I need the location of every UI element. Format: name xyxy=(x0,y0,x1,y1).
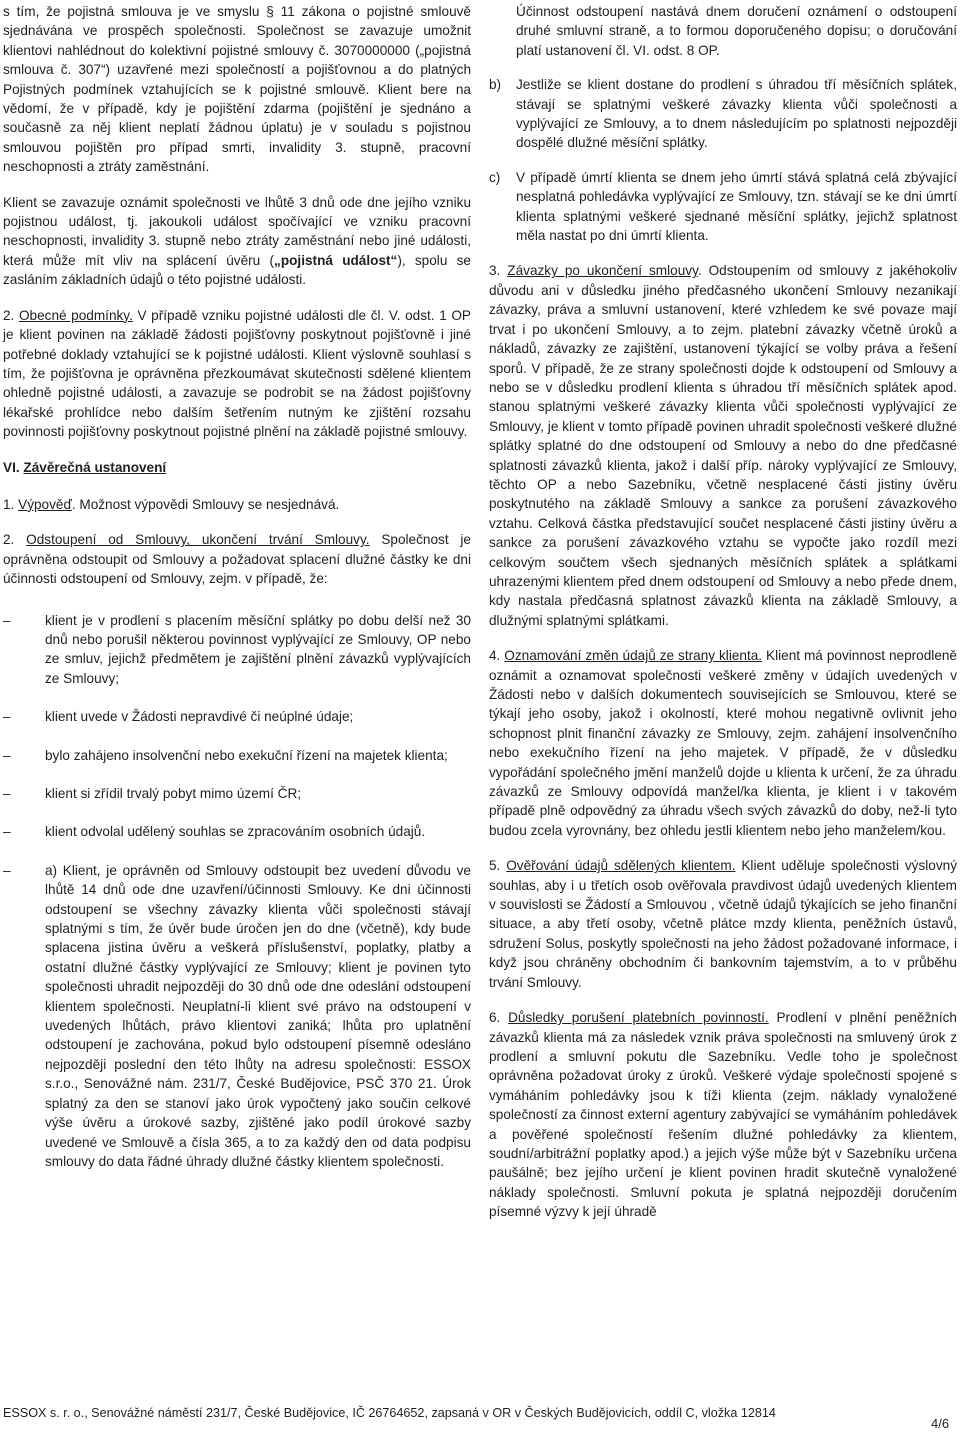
list-item: – a) Klient, je oprávněn od Smlouvy odstoupit bez uvedení důvodu ve lhůtě 14 dnů ode dne uzavření/účinnosti Smlouvy. Ke dni účinnosti odstoupení se všechny závazky klienta vůči společnosti stávají splatnými s tím, že úvěr bude úročen jen do dne (včetně), kdy bude splacena jistina úvěru a veškerá příslušenství, poplatky, platby a ostatní dlužné částky vyplývající ze Smlouvy; klient je povinen tyto společnosti uhradit nejpozději do 30 dnů ode dne odeslání odstoupení klientem společnosti. Neuplatní-li klient své právo na odstoupení v uvedených lhůtách, právo klientovi zaniká; lhůta pro uplatnění odstoupení je zachována, pokud bylo odstoupení písemně odesláno nejpozději poslední den této lhůty na adresu společnosti: ESSOX s.r.o., Senovážné nám. 231/7, České Budějovice, PSČ 370 21. Úrok splatný za den se stanoví jako úrok vypočtený jako součin celkové výše úvěru a úrokové sazby, zjištěné jako podíl úrokové sazby uvedené ve Smlouvě a čísla 365, a to za každý den od data podpisu smlouvy do data řádné úhrady dlužné částky klientem společnosti. xyxy=(3,862,471,1169)
section-title: Závěrečná ustanovení xyxy=(23,459,167,475)
dash-marker: – xyxy=(3,747,11,763)
footer-company-info: ESSOX s. r. o., Senovážné náměstí 231/7, České Budějovice, IČ 26764652, zapsaná v OR v Českých Budějovicích, oddíl C, vložka 12814 xyxy=(3,1406,776,1420)
list-item: – klient si zřídil trvalý pobyt mimo území ČR; xyxy=(3,784,471,803)
alpha-item-c: c) V případě úmrtí klienta se dnem jeho úmrtí stává splatná celá zbývající nesplatná pohledávka vyplývající ze Smlouvy, tzn. stávají se ke dni úmrtí klienta splatnými veškeré sjednané měsíční splátky, jejichž splatnost měla nastat po dni úmrtí klienta. xyxy=(489,169,957,244)
withdraw-paragraph xyxy=(3,530,471,588)
dash-marker: – xyxy=(3,786,11,801)
list-item: – klient uvede v Žádosti nepravdivé či neúplné údaje; xyxy=(3,707,471,726)
alpha-list xyxy=(489,75,957,245)
breach-paragraph xyxy=(489,1008,957,1221)
notify-text-a: Klient se zavazuje oznámit společnosti ve lhůtě 3 dnů ode dne jejího vzniku pojistnou událost, tj. jakoukoli událost spočívající ve vzniku pracovní neschopnosti, invalidity 3. stupně nebo ztráty zaměstnání nebo jiné události, která může mít vliv na splácení úvěru ( xyxy=(3,194,471,268)
dash-marker: – xyxy=(3,709,11,725)
withdraw-text: Společnost je oprávněna odstoupit od Smlouvy a požadovat splacení dlužné částky ke dni účinnosti odstoupení od Smlouvy, zejm. v případě, že: xyxy=(3,532,471,587)
section-heading xyxy=(3,458,471,477)
breach-num: 6. xyxy=(489,1010,509,1026)
obligations-text: . Odstoupením od smlouvy z jakéhokoliv důvodu ani v důsledku jiného předčasného ukončení Smlouvy nezanikají závazky, práva a smluvní ustanovení, které vzhledem ke své povaze mají trvat i po ukončení Smlouvy, a to zejm. platební závazky včetně úroků a nákladů, závazky ze zajištění, ustanovení týkající se volby práva a řešení sporů. V případě, že ze strany společnosti dojde k odstoupení od Smlouvy a nebo se v důsledku prodlení klienta s úhradou tří měsíčních splátek apod. stanou splatnými veškeré závazky klienta vůči společnosti vyplývající ze Smlouvy, je klient v tomto případě povinen uhradit společnosti veškeré dlužné splátky splatné do dne odstoupení od Smlouvy a nebo do dne předčasné splatnosti závazků klienta, jakož i další příp. nároky vyplývající ze Smlouvy, těchto OP a nebo Sazebníku, včetně nesplacené části jistiny úvěru poskytnutého na základě Smlouvy a sankce za porušení závazkového vztahu. Celková částka představující součet nesplacené části jistiny úvěru a sankce za porušení závazkového vztahu se vypočte jako rozdíl mezi celkovým součtem všech sjednaných měsíčních splátek a splátkami uhrazenými klientem před dnem odstoupení od Smlouvy a nebo přede dnem, kdy nastala předčasná splatnost závazků klienta na základě Smlouvy, a dlužnými splatnými splátkami. xyxy=(489,263,957,628)
notice-num: 1. xyxy=(3,496,19,512)
general-conditions-paragraph xyxy=(3,306,471,442)
verify-text: Klient uděluje společnosti výslovný souhlas, aby i u třetích osob ověřovala pravdivost údajů uvedených klientem v souvislosti se Žádostí a Smlouvou , včetně údajů týkajících se jeho finanční situace, a aby třetí osoby, včetně plátce mzdy klienta, peněžních ústavů, sdružení Solus, poskytly společnosti na jeho žádost požadované informace, i když jsou chráněny obchodním či bankovním tajemstvím, a to v průběhu trvání Smlouvy. xyxy=(489,858,957,990)
general-heading: Obecné podmínky. xyxy=(18,307,133,323)
changes-num: 4. xyxy=(489,648,505,664)
breach-text: Prodlení v plnění peněžních závazků klienta má za následek vznik práva společnosti na smluvený úrok z prodlení a smluvní pokutu dle Sazebníku. Vedle toho je společnost oprávněna požadovat úroky z úroků. Veškeré výdaje společnosti spojené s vymáháním pohledávky jsou k tíži klienta (zejm. náklady vynaložené společností za činnost externí agentury zabývající se vymáháním pohledávek a pověřené společností řešením dlužné pohledávky za klientem, soudní/arbitrážní poplatky apod.) a jejich výše může být v Sazebníku určena paušálně; bez jejího určení je klient povinen hradit skutečně vynaložené náklady společnosti. Smluvní pokuta je splatná nejpozději doručením písemné výzvy k její úhradě xyxy=(489,1010,957,1220)
verify-paragraph xyxy=(489,856,957,992)
obligations-paragraph xyxy=(489,261,957,630)
list-item: – bylo zahájeno insolvenční nebo exekuční řízení na majetek klienta; xyxy=(3,746,471,765)
breach-heading: Důsledky porušení platebních povinností. xyxy=(508,1010,769,1026)
withdraw-num: 2. xyxy=(3,532,27,548)
changes-text: Klient má povinnost neprodleně oznámit a oznamovat společnosti veškeré změny v údajích uvedených v Žádosti nebo v dalších dokumentech souvisejících se Smlouvou, které se týkají jeho osoby, jakož i okolností, které mohou negativně ovlivnit jeho schopnost plnit finanční závazky ze Smlouvy, zejm. zahájení insolvenčního nebo exekučního řízení na jeho majetek. V případě, že v důsledku vypořádání společného jmění manželů dojde u klienta k určení, že za úhradu závazků ze Smlouvy odpovídá manžel/ka klienta, je klient i v takovém případě plně odpovědný za úhradu všech svých závazků do doby, než-li tyto budou zcela vyrovnány, bez ohledu jestli klientem nebo jeho manželem/kou. xyxy=(489,648,957,838)
intro-paragraph: s tím, že pojistná smlouva je ve smyslu § 11 zákona o pojistné smlouvě sjednávána ve prospěch společnosti. Společnost se zavazuje umožnit klientovi nahlédnout do kolektivní pojistné smlouvy č. 3070000000 („pojistná smlouva č. 307“) uzavřené mezi společností a pojišťovnou a do platných Pojistných podmínek vztahujících se k pojistné smlouvě. Klient bere na vědomí, že v případě, kdy je pojištění zdarma (pojištění je sjednáno a současně za něj klient neplatí žádnou úplatu) je v souladu s pojistnou smlouvou pojištěn pro případ smrti, invalidity 3. stupně, pracovní neschopnosti a ztráty zaměstnání. xyxy=(3,4,471,175)
general-num: 2. xyxy=(3,307,19,323)
dash-marker: – xyxy=(3,862,11,878)
changes-paragraph xyxy=(489,646,957,840)
verify-num: 5. xyxy=(489,858,507,874)
changes-heading: Oznamování změn údajů ze strany klienta. xyxy=(504,648,763,664)
obligations-heading: Závazky po ukončení smlouvy xyxy=(507,263,698,279)
dash-marker: – xyxy=(3,824,11,840)
general-text: V případě vzniku pojistné události dle čl. V. odst. 1 OP je klient povinen na základě žádosti pojišťovny poskytnout pojišťovně i jiné potřebné doklady vztahující se k pojistné události. Klient výslovně souhlasí s tím, že pojišťovna je oprávněna přezkoumávat skutečnosti sdělené klientem ohledně pojistné události, a zavazuje se podrobit se na žádost pojišťovny lékařské prohlídce nebo dalším šetřením nutným ke zjištění rozsahu povinnosti pojišťovny poskytnout pojistné plnění na základě pojistné smlouvy. xyxy=(3,307,471,440)
effect-paragraph: Účinnost odstoupení nastává dnem doručení oznámení o odstoupení druhé smluvní straně, a to formou doporučeného dopisu; o doručování platí ustanovení čl. VI. odst. 8 OP. xyxy=(516,4,957,58)
notice-text: . Možnost výpovědi Smlouvy se nesjednává. xyxy=(71,496,340,512)
left-column xyxy=(3,2,471,1190)
notify-text-b: ), spolu se zasláním základních údajů o této pojistné události. xyxy=(3,252,471,288)
notice-heading: Výpověď xyxy=(18,496,72,512)
section-num: VI. xyxy=(3,459,24,475)
withdraw-heading: Odstoupení od Smlouvy, ukončení trvání Smlouvy. xyxy=(26,532,370,548)
item-mark: c) xyxy=(489,169,501,185)
withdraw-conditions-list xyxy=(3,611,471,1172)
alpha-item-b: b) Jestliže se klient dostane do prodlení s úhradou tří měsíčních splátek, stávají se splatnými veškeré závazky klienta vůči společnosti a vyplývající ze Smlouvy, a to dnem následujícím po splatnosti nejpozději dospělé dlužné měsíční splátky. xyxy=(489,77,957,151)
notify-term: „pojistná událost“ xyxy=(274,252,398,268)
list-item: – klient je v prodlení s placením měsíční splátky po dobu delší než 30 dnů nebo porušil některou povinnost vyplývající ze Smlouvy, OP nebo ze smluv, jejichž předmětem je zajištění plnění závazků vyplývajících ze Smlouvy; xyxy=(3,612,471,686)
notice-paragraph xyxy=(3,495,471,514)
notify-paragraph xyxy=(3,193,471,290)
page-number: 4/6 xyxy=(931,1416,950,1431)
list-item: – klient odvolal udělený souhlas se zpracováním osobních údajů. xyxy=(3,822,471,841)
verify-heading: Ověřování údajů sdělených klientem. xyxy=(506,858,736,874)
obligations-num: 3. xyxy=(489,263,508,279)
dash-marker: – xyxy=(3,612,11,628)
right-column xyxy=(489,2,957,1238)
item-mark: b) xyxy=(489,77,502,93)
